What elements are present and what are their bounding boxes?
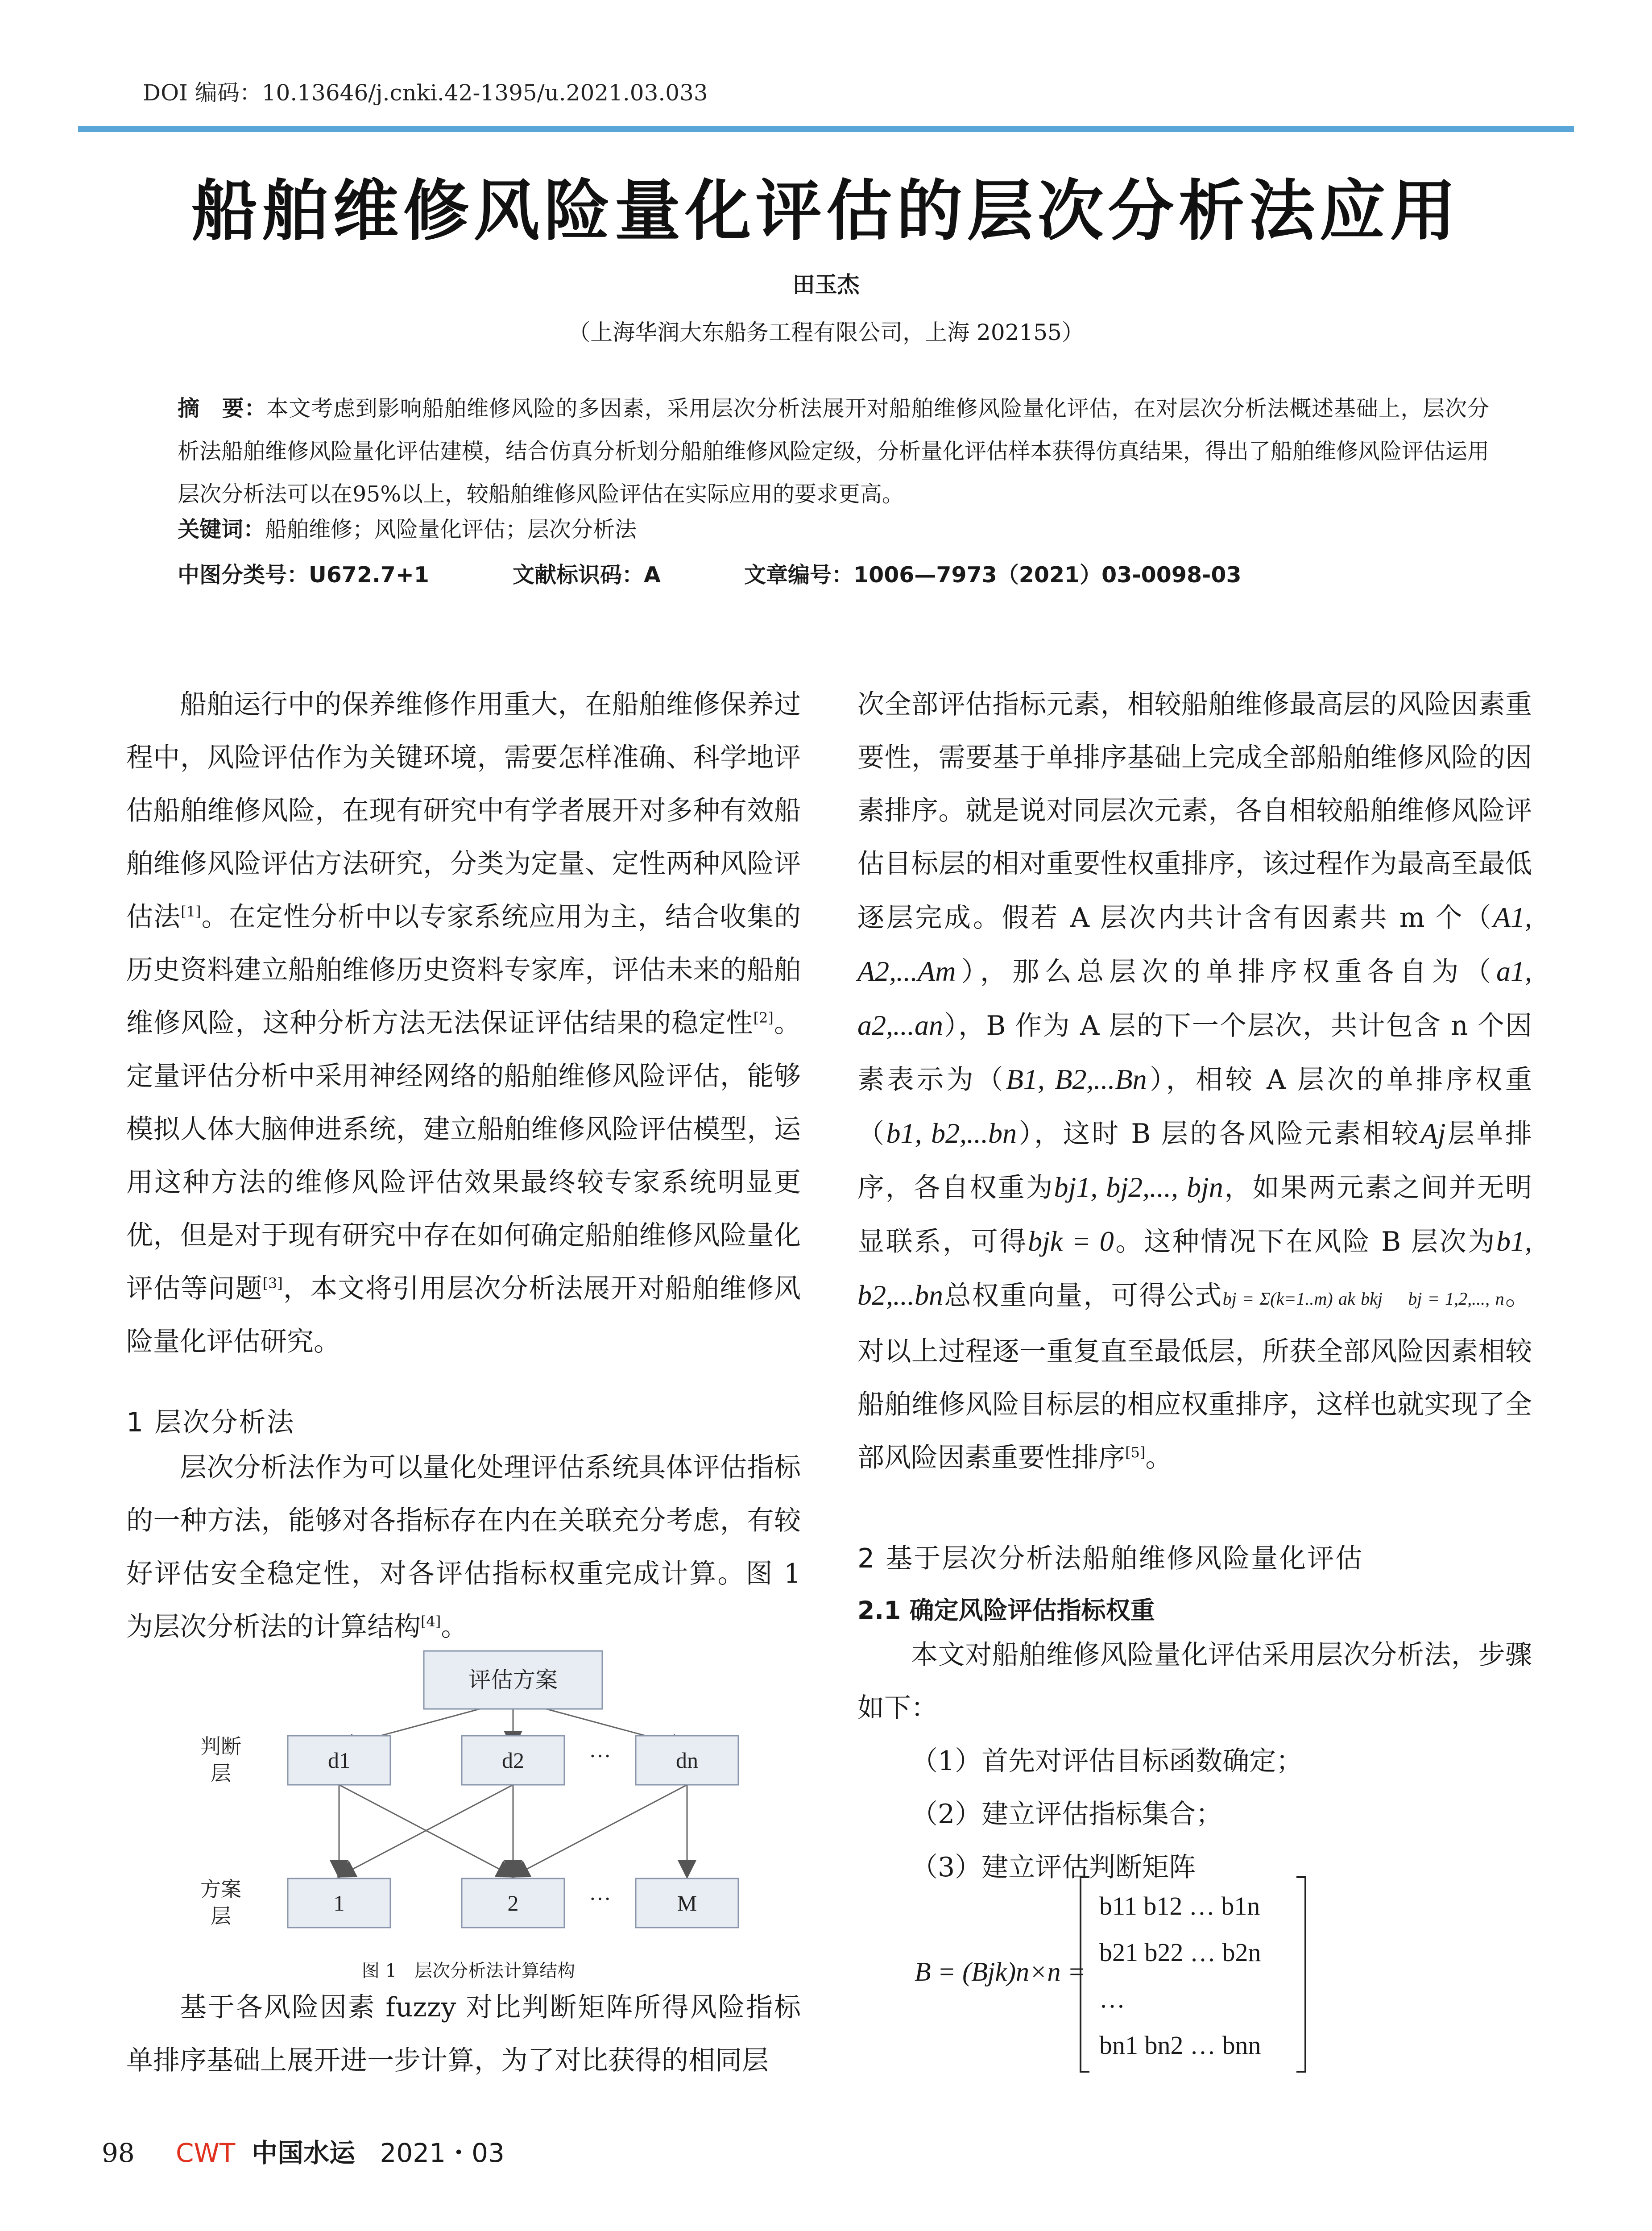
ref-4[interactable]: [4]	[421, 1613, 441, 1630]
ref-2[interactable]: [2]	[753, 1009, 774, 1026]
node-mM-label: M	[677, 1891, 697, 1916]
clc-code: 中图分类号：U672.7+1	[178, 562, 429, 588]
step-1: （1）首先对评估目标函数确定；	[911, 1746, 1303, 1777]
abstract-label: 摘 要：	[178, 396, 267, 421]
math-Aj: Aj	[1420, 1117, 1446, 1149]
layer-label-1a: 判断	[200, 1735, 241, 1758]
layer-label-1b: 层	[211, 1762, 231, 1785]
matrix-row-4: bn1 bn2 … bnn	[1099, 2031, 1261, 2060]
rc-text-7: ，如果两元素之间并无明显联系，可得	[857, 1172, 1532, 1257]
paper-title: 船舶维修风险量化评估的层次分析法应用	[191, 172, 1461, 249]
matrix-row-2: b21 b22 … b2n	[1099, 1938, 1261, 1967]
rc-text-4: ），相较 A 层次的单排序权重（	[857, 1064, 1532, 1149]
math-B-set: B1, B2,...Bn	[1006, 1063, 1147, 1095]
right-column-body	[857, 678, 1532, 1485]
step-3: （3）建立评估判断矩阵	[911, 1852, 1196, 1883]
subsection-heading-2-1: 2.1 确定风险评估指标权重	[857, 1596, 1155, 1625]
rc-text-3: ），B 作为 A 层的下一个层次，共计包含 n 个因素表示为（	[857, 1010, 1532, 1095]
abstract-text: 本文考虑到影响船舶维修风险的多因素，采用层次分析法展开对船舶维修风险量化评估，在对层次分析法概述基础上，层次分析法船舶维修风险量化评估建模，结合仿真分析划分船舶维修风险定级，分析量化评估样本获得仿真结果，得出了船舶维修风险评估运用层次分析法可以在95%以上，较船舶维修风险评估在实际应用的要求更高。	[178, 396, 1490, 507]
header-rule	[78, 126, 1574, 132]
intro-text-3: 。定量评估分析中采用神经网络的船舶维修风险评估，能够模拟人体大脑伸进系统，建立船舶维修风险评估模型，运用这种方法的维修风险评估效果最终较专家系统明显更优，但是对于现有研究中存在如何确定船舶维修风险量化评估等问题	[126, 1008, 801, 1304]
magazine-name: 中国水运	[252, 2138, 356, 2168]
figure-caption: 图 1 层次分析法计算结构	[361, 1961, 576, 1981]
rc-text-11: 。	[1145, 1442, 1172, 1473]
author: 田玉杰	[792, 272, 860, 298]
math-bj-set: bj1, bj2,..., bjn	[1054, 1171, 1223, 1203]
math-a-set: a1, a2,...an	[857, 955, 1532, 1041]
ellipsis-2: ···	[589, 1886, 611, 1911]
abstract	[178, 387, 1489, 516]
page-footer	[102, 2132, 505, 2169]
rc-text-10: 。对以上过程逐一重复直至最低层，所获全部风险因素相较船舶维修风险目标层的相应权重排序，这样也就实现了全部风险因素重要性排序	[857, 1280, 1532, 1473]
node-d1-label: d1	[328, 1748, 350, 1773]
keywords	[178, 512, 637, 543]
node-dn-label: dn	[676, 1748, 698, 1773]
left-column-section1	[126, 1441, 801, 1654]
layer-label-2a: 方案	[200, 1878, 241, 1901]
doi-line: DOI 编码：10.13646/j.cnki.42-1395/u.2021.03.033	[143, 80, 708, 106]
matrix-brackets	[1080, 1876, 1306, 2073]
issue: 2021・03	[380, 2138, 505, 2168]
math-formula: bj = Σ(k=1..m) ak bkj bj = 1,2,..., n	[1222, 1289, 1504, 1309]
ref-5[interactable]: [5]	[1125, 1444, 1146, 1461]
matrix-lhs: B = (Bjk)n×n =	[915, 1957, 1086, 1986]
rc-text-2: ），那么总层次的单排序权重各自为（	[956, 956, 1496, 987]
rc-text-6: 层单排序，各自权重为	[857, 1118, 1532, 1203]
classification-line	[178, 558, 1317, 589]
ref-1[interactable]: [1]	[181, 903, 201, 920]
rc-text-5: ），这时 B 层的各风险元素相较	[1017, 1118, 1420, 1149]
section-heading-2: 2 基于层次分析法船舶维修风险量化评估	[857, 1543, 1364, 1574]
tail-text: 基于各风险因素 fuzzy 对比判断矩阵所得风险指标单排序基础上展开进一步计算，为了对比获得的相同层	[126, 1992, 801, 2076]
matrix-row-3: …	[1099, 1984, 1125, 2013]
rc-text-8: 。这种情况下在风险 B 层次为	[1114, 1226, 1496, 1257]
ref-3[interactable]: [3]	[262, 1275, 283, 1292]
rc-text-1: 次全部评估指标元素，相较船舶维修最高层的风险因素重要性，需要基于单排序基础上完成全部船舶维修风险的因素排序。就是说对同层次元素，各自相较船舶维修风险评估目标层的相对重要性权重排序，该过程作为最高至最低逐层完成。假若 A 层次内共计含有因素共 m 个（	[857, 689, 1532, 933]
math-b-set: b1, b2,...bn	[886, 1117, 1017, 1149]
keywords-text: 船舶维修；风险量化评估；层次分析法	[265, 517, 637, 542]
right-column-section2	[857, 1629, 1532, 1894]
math-A-set: A1, A2,...Am	[857, 901, 1532, 987]
keywords-label: 关键词：	[178, 517, 265, 542]
section1-text: 层次分析法作为可以量化处理评估系统具体评估指标的一种方法，能够对各指标存在内在关联充分考虑，有较好评估安全稳定性，对各评估指标权重完成计算。图 1 为层次分析法的计算结构	[126, 1452, 801, 1642]
ahp-structure-diagram	[178, 1646, 785, 1954]
intro-text-2: 。在定性分析中以专家系统应用为主，结合收集的历史资料建立船舶维修历史资料专家库，评估未来的船舶维修风险，这种分析方法无法保证评估结果的稳定性	[126, 901, 801, 1039]
left-column-intro	[126, 678, 801, 1368]
rc-text-9: 总权重向量，可得公式	[943, 1280, 1223, 1311]
section2-text: 本文对船舶维修风险量化评估采用层次分析法，步骤如下：	[857, 1639, 1532, 1724]
layer-label-2b: 层	[211, 1905, 231, 1928]
ellipsis-1: ···	[589, 1743, 611, 1768]
step-2: （2）建立评估指标集合；	[911, 1799, 1223, 1830]
intro-text-4: ，本文将引用层次分析法展开对船舶维修风险量化评估研究。	[126, 1273, 801, 1357]
section1-text-end: 。	[441, 1611, 468, 1642]
node-m1-label: 1	[333, 1891, 345, 1916]
article-number: 文章编号：1006—7973（2021）03-0098-03	[744, 562, 1242, 588]
matrix-row-1: b11 b12 … b1n	[1099, 1891, 1260, 1920]
node-d2-label: d2	[502, 1748, 524, 1773]
section-heading-1: 1 层次分析法	[126, 1407, 295, 1438]
intro-text-1: 船舶运行中的保养维修作用重大，在船舶维修保养过程中，风险评估作为关键环境，需要怎样准确、科学地评估船舶维修风险，在现有研究中有学者展开对多种有效船舶维修风险评估方法研究，分类为定量、定性两种风险评估法	[126, 689, 801, 933]
node-m2-label: 2	[507, 1891, 519, 1916]
left-column-tail	[126, 1981, 801, 2087]
page-number: 98	[102, 2138, 135, 2168]
node-top-label: 评估方案	[468, 1667, 558, 1692]
brand-logo: CWT	[176, 2138, 236, 2168]
document-code: 文献标识码：A	[513, 562, 661, 588]
math-b-vector: b1, b2,...bn	[857, 1225, 1532, 1311]
math-bjk: bjk = 0	[1028, 1225, 1114, 1257]
affiliation: （上海华润大东船务工程有限公司，上海 202155）	[568, 319, 1084, 345]
